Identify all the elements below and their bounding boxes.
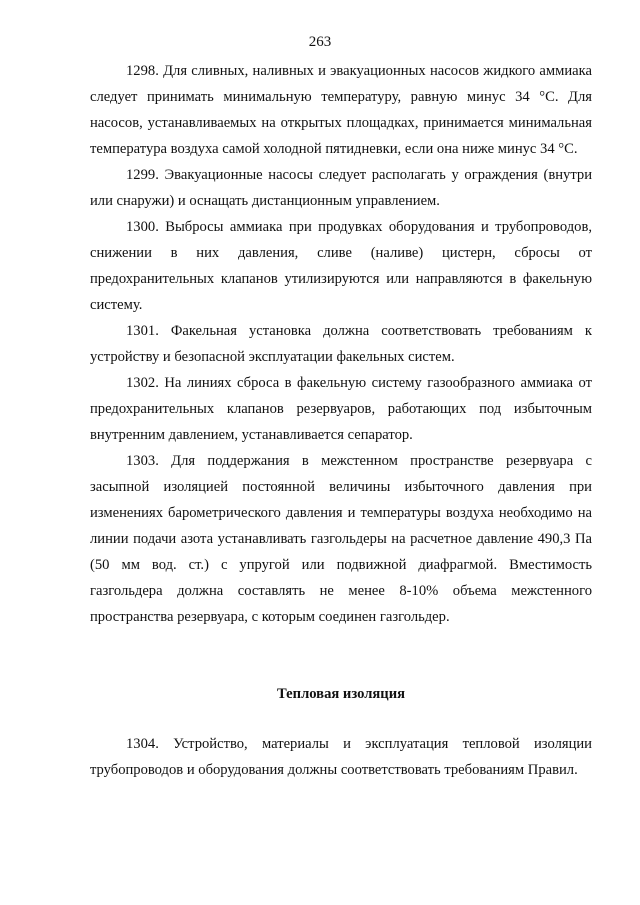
paragraph-1298: 1298. Для сливных, наливных и эвакуационных насосов жидкого аммиака следует принимать минимальную температуру, равную минус 34 °С. Для насосов, устанавливаемых на открытых площадках, принимается минимальная температура воздуха самой холодной пятидневки, если она ниже минус 34 °С. bbox=[90, 63, 592, 157]
paragraph-1301: 1301. Факельная установка должна соответствовать требованиям к устройству и безопасной эксплуатации факельных систем. bbox=[90, 323, 592, 365]
section-heading: Тепловая изоляция bbox=[277, 686, 405, 702]
paragraph-1303: 1303. Для поддержания в межстенном пространстве резервуара с засыпной изоляцией постоянной величины избыточного давления при изменениях барометрического давления и температуры воздуха необходимо на линии подачи азота устанавливать газгольдеры на расчетное давление 490,3 Па (50 мм вод. ст.) с упругой или подвижной диафрагмой. Вместимость газгольдера должна составлять не менее 8-10% объема межстенного пространства резервуара, с которым соединен газгольдер. bbox=[90, 453, 592, 625]
body-text bbox=[90, 58, 592, 630]
paragraph-1300: 1300. Выбросы аммиака при продувках оборудования и трубопроводов, снижении в них давления, сливе (наливе) цистерн, сбросы от предохранительных клапанов утилизируются или направляются в факельную систему. bbox=[90, 219, 592, 313]
paragraph-1299: 1299. Эвакуационные насосы следует располагать у ограждения (внутри или снаружи) и оснащать дистанционным управлением. bbox=[90, 167, 592, 209]
paragraph-1304: 1304. Устройство, материалы и эксплуатация тепловой изоляции трубопроводов и оборудования должны соответствовать требованиям Правил. bbox=[90, 736, 592, 778]
page-number: 263 bbox=[308, 34, 332, 50]
section-body-text bbox=[90, 731, 592, 783]
paragraph-1302: 1302. На линиях сброса в факельную систему газообразного аммиака от предохранительных клапанов резервуаров, работающих под избыточным внутренним давлением, устанавливается сепаратор. bbox=[90, 375, 592, 443]
